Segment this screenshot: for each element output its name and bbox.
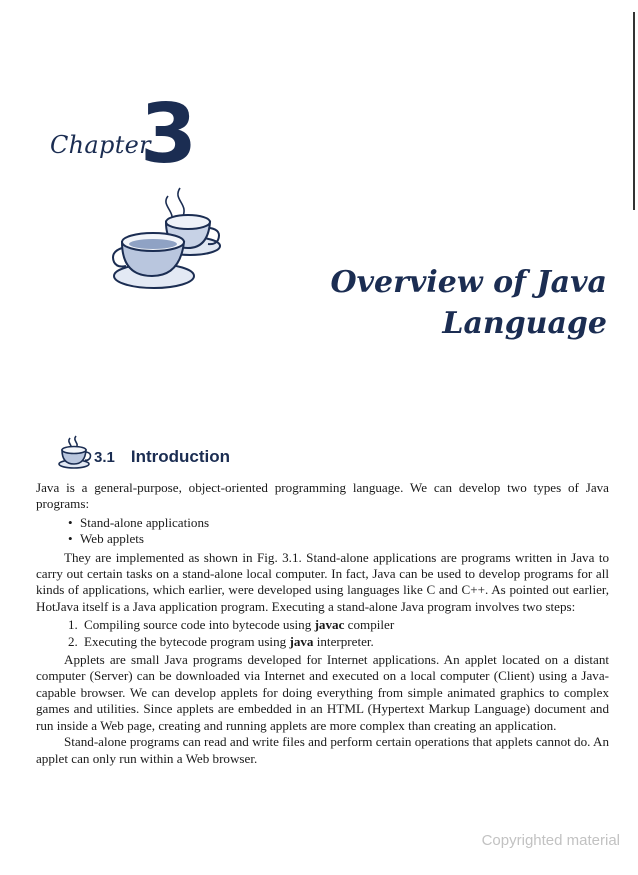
- step-text: Executing the bytecode program using: [84, 633, 290, 649]
- list-item: [36, 531, 609, 547]
- step-number: 2.: [68, 633, 78, 649]
- program-types-list: [36, 515, 609, 548]
- list-item: [36, 617, 609, 633]
- chapter-title: [330, 262, 607, 344]
- standalone-paragraph: They are implemented as shown in Fig. 3.1. Stand-alone applications are programs written in Java to carry out certain tasks on a stand-alone local computer. In fact, Java can be used to develop programs for all kinds of applications, which earlier, were developed using languages like C and C++. As pointed out earlier, HotJava itself is a Java application program. Executing a stand-alone Java program involves two steps:: [36, 549, 609, 614]
- coffee-cups-icon: [108, 182, 226, 294]
- section-heading: [94, 447, 230, 467]
- step-text: compiler: [344, 617, 395, 633]
- intro-paragraph: Java is a general-purpose, object-oriented programming language. We can develop two types of Java programs:: [36, 480, 609, 512]
- coffee-cup-icon: [56, 434, 92, 470]
- list-item: [36, 515, 609, 531]
- step-number: 1.: [68, 617, 78, 633]
- chapter-number: 3: [140, 87, 198, 182]
- step-command: javac: [314, 617, 345, 633]
- list-item-text: Stand-alone applications: [80, 514, 210, 530]
- step-text: interpreter.: [313, 633, 374, 649]
- list-item-text: Web applets: [80, 531, 145, 547]
- step-command: java: [289, 633, 314, 649]
- list-item: [36, 634, 609, 650]
- page-edge-rule: [633, 12, 635, 210]
- chapter-title-line-2: Language: [442, 306, 607, 341]
- step-text: Compiling source code into bytecode using: [84, 617, 315, 633]
- chapter-label: Chapter: [50, 131, 151, 159]
- bullet: •: [68, 514, 73, 530]
- execution-steps-list: [36, 617, 609, 650]
- bullet: •: [68, 531, 73, 547]
- comparison-paragraph: Stand-alone programs can read and write files and perform certain operations that applets cannot do. An applet can only run within a Web browser.: [36, 734, 609, 766]
- section-title: Introduction: [130, 447, 231, 466]
- applets-paragraph: Applets are small Java programs developed for Internet applications. An applet located on a distant computer (Server) can be downloaded via Internet and executed on a local computer (Client) using a Java-capable browser. We can develop applets for doing everything from simple animated graphics to complex games and utilities. Since applets are embedded in an HTML (Hypertext Markup Language) document and run inside a Web page, creating and running applets are more complex than creating an application.: [36, 652, 609, 733]
- section-number: 3.1: [94, 449, 115, 466]
- copyright-watermark: Copyrighted material: [481, 832, 620, 849]
- chapter-title-line-1: Overview of Java: [330, 265, 607, 300]
- section-body: [36, 480, 609, 767]
